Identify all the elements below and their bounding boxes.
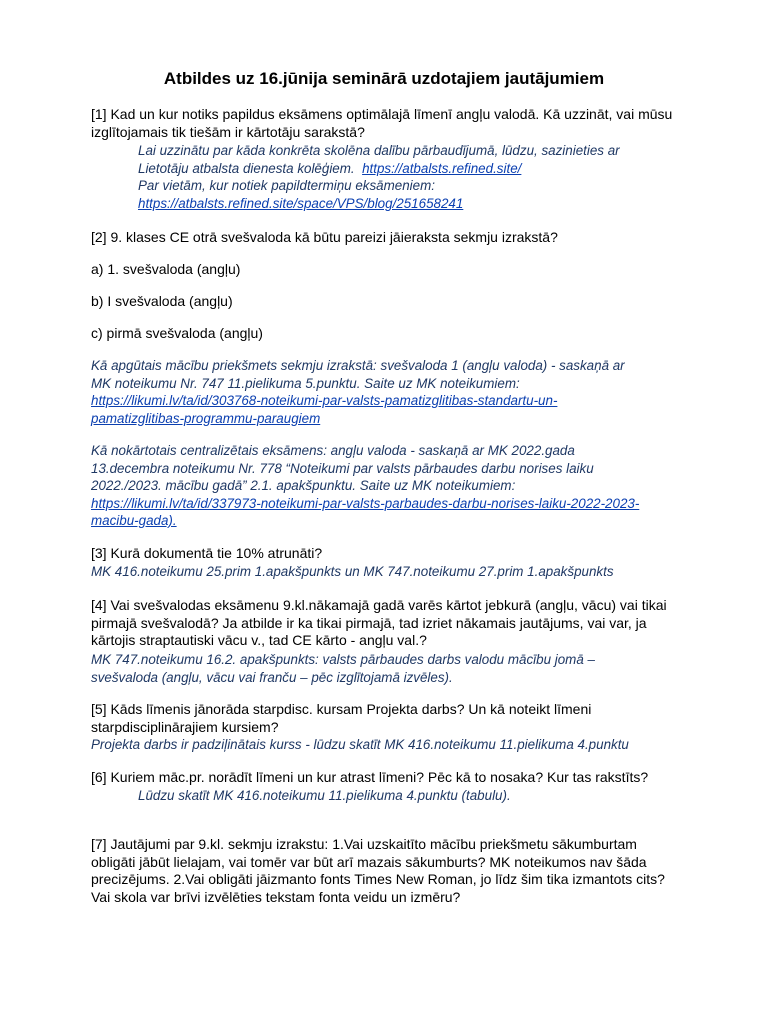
answer-2b-line-5 [91,512,691,530]
option-a: a) 1. svešvaloda (angļu) [91,261,241,277]
answer-2b [91,442,691,530]
answer-1-line-4 [138,195,698,213]
answer-4: MK 747.noteikumu 16.2. apakšpunkts: valsts pārbaudes darbs valodu mācību jomā – svešvaloda (angļu, vācu vai franču – pēc izglītojamā izvēles). [91,652,595,685]
answer-2b-line-2: 13.decembra noteikumu Nr. 778 “Noteikumi par valsts pārbaudes darbu norises laiku [91,460,594,476]
blog-link[interactable]: https://atbalsts.refined.site/space/VPS/blog/251658241 [138,195,464,211]
question-5: [5] Kāds līmenis jānorāda starpdisc. kursam Projekta darbs? Un kā noteikt līmeni starpdisciplinārajiem kursiem? [91,701,592,735]
answer-1 [138,142,698,212]
answer-2a [91,357,691,427]
support-link[interactable]: https://atbalsts.refined.site/ [362,160,522,176]
answer-6: Lūdzu skatīt MK 416.noteikumu 11.pielikuma 4.punktu (tabulu). [138,788,511,803]
page-title: Atbildes uz 16.jūnija seminārā uzdotajiem jautājumiem [163,69,605,88]
option-b: b) I svešvaloda (angļu) [91,293,233,309]
answer-2a-line-3 [91,392,691,410]
answer-3: MK 416.noteikumu 25.prim 1.apakšpunkts un MK 747.noteikumu 27.prim 1.apakšpunkts [91,564,614,579]
likumi-link-2[interactable]: https://likumi.lv/ta/id/337973-noteikumi-par-valsts-parbaudes-darbu-norises-laiku-2022-2023- [91,495,640,511]
answer-5: Projekta darbs ir padziļinātais kurss - lūdzu skatīt MK 416.noteikumu 11.pielikuma 4.punktu [91,737,629,752]
answer-2b-line-4 [91,495,691,513]
question-1: [1] Kad un kur notiks papildus eksāmens optimālajā līmenī angļu valodā. Kā uzzināt, vai mūsu izglītojamais tik tiešām ir kārtotāju sarakstā? [91,106,673,140]
answer-2a-line-2: MK noteikumu Nr. 747 11.pielikuma 5.punktu. Saite uz MK noteikumiem: [91,375,520,391]
answer-2a-line-4 [91,410,691,428]
answer-2a-line-1: Kā apgūtais mācību priekšmets sekmju izrakstā: svešvaloda 1 (angļu valoda) - saskaņā ar [91,358,625,373]
answer-1-text-2: Lietotāju atbalsta dienesta kolēģiem. [138,160,355,176]
answer-1-line-2 [138,160,698,178]
answer-2b-line-1: Kā nokārtotais centralizētais eksāmens: angļu valoda - saskaņā ar MK 2022.gada [91,443,575,458]
question-7: [7] Jautājumi par 9.kl. sekmju izrakstu: 1.Vai uzskaitīto mācību priekšmetu sākumburtam obligāti jābūt lielajam, vai tomēr var būt arī mazais sākumburts? MK noteikumos nav šāda precizējums. 2.Vai obligāti jāizmanto fonts Times New Roman, jo līdz šim tika izmantots cits? Vai skola var brīvi izvēlēties tekstam fonta veidu un izmēru? [91,836,665,905]
question-2: [2] 9. klases CE otrā svešvaloda kā būtu pareizi jāieraksta sekmju izrakstā? [91,229,558,245]
question-6: [6] Kuriem māc.pr. norādīt līmeni un kur atrast līmeni? Pēc kā to nosaka? Kur tas rakstīts? [91,769,649,785]
likumi-link-2-cont[interactable]: macibu-gada). [91,513,177,528]
likumi-link-1-cont[interactable]: pamatizglitibas-programmu-paraugiem [91,410,321,426]
option-c: c) pirmā svešvaloda (angļu) [91,325,263,341]
answer-2b-line-3: 2022./2023. mācību gadā” 2.1. apakšpunktu. Saite uz MK noteikumiem: [91,478,516,493]
question-4: [4] Vai svešvalodas eksāmenu 9.kl.nākamajā gadā varēs kārtot jebkurā (angļu, vācu) vai tikai pirmajā svešvalodā? Ja atbilde ir ka tikai pirmajā, tad izriet nākamais jautājums, vai var, ja kārtojis straptautiski vācu v., tad CE kārto - angļu val.? [91,597,667,648]
question-3: [3] Kurā dokumentā tie 10% atrunāti? [91,545,323,561]
answer-1-line-3: Par vietām, kur notiek papildtermiņu eksāmeniem: [138,178,435,193]
likumi-link-1[interactable]: https://likumi.lv/ta/id/303768-noteikumi-par-valsts-pamatizglitibas-standartu-un- [91,393,558,408]
answer-1-line-1: Lai uzzinātu par kāda konkrēta skolēna dalību pārbaudījumā, lūdzu, sazinieties ar [138,143,620,158]
